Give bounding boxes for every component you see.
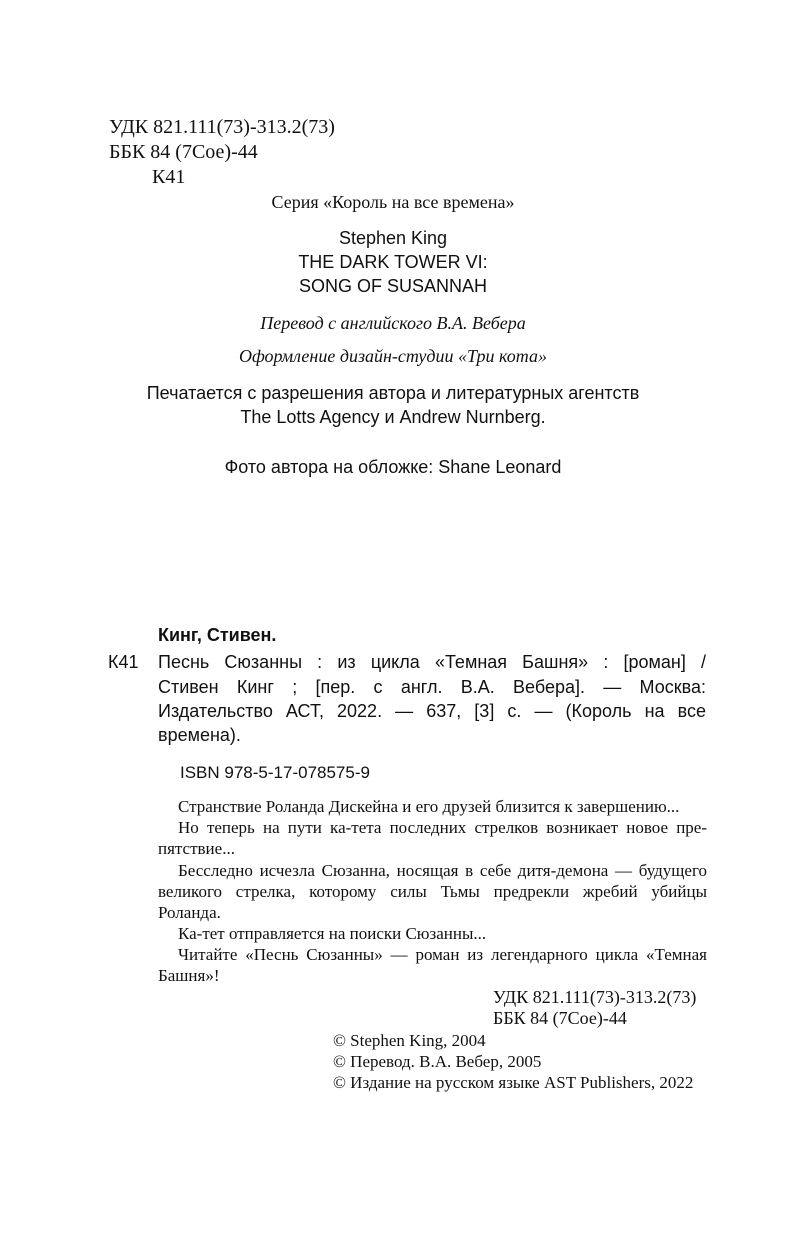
annotation-p4: Ка-тет отправляется на поиски Сюзанны... [178, 924, 487, 943]
catalog-mark: К41 [108, 652, 139, 672]
catalog-heading: Кинг, Стивен. [158, 625, 277, 645]
udk-code-top: УДК 821.111(73)-313.2(73) [109, 116, 335, 138]
permission-line2: The Lotts Agency и Andrew Nurnberg. [240, 407, 546, 427]
original-title-line2: SONG OF SUSANNAH [298, 276, 488, 296]
series-line: Серия «Король на все времена» [271, 192, 515, 212]
catalog-line3: Издательство АСТ, 2022. — 637, [3] с. — (Король на все [158, 701, 706, 721]
annotation-p3-line3: Роланда. [158, 903, 221, 922]
udk-code-bottom: УДК 821.111(73)-313.2(73) [493, 987, 697, 1007]
annotation-p5-line2: Башня»! [158, 966, 220, 985]
catalog-line2: Стивен Кинг ; [пер. с англ. В.А. Вебера]. — Москва: [158, 677, 706, 697]
copyright-edition: © Издание на русском языке AST Publishers, 2022 [333, 1073, 694, 1092]
annotation-p2-line2: пятствие... [158, 839, 235, 858]
isbn: ISBN 978-5-17-078575-9 [180, 763, 370, 782]
catalog-line1: Песнь Сюзанны : из цикла «Темная Башня» : [роман] / [158, 652, 706, 672]
author-mark-top: К41 [152, 166, 186, 188]
annotation-p3-line2: великого стрелка, которому силы Тьмы предрекли жребий убийцы [158, 882, 707, 901]
original-author: Stephen King [338, 228, 448, 248]
original-title-line1: THE DARK TOWER VI: [298, 252, 488, 272]
annotation-p3-line1: Бесследно исчезла Сюзанна, носящая в себе дитя-демона — будущего [178, 861, 707, 880]
translation-credit: Перевод с английского В.А. Вебера [260, 313, 526, 333]
photo-credit: Фото автора на обложке: Shane Leonard [224, 457, 562, 477]
copyright-author: © Stephen King, 2004 [333, 1031, 486, 1050]
bbk-code-top: ББК 84 (7Сое)-44 [109, 141, 258, 163]
design-credit: Оформление дизайн-студии «Три кота» [239, 346, 547, 366]
annotation-p1: Странствие Роланда Дискейна и его друзей близится к завершению... [178, 797, 680, 816]
bbk-code-bottom: ББК 84 (7Сое)-44 [493, 1008, 627, 1028]
copyright-translation: © Перевод. В.А. Вебер, 2005 [333, 1052, 542, 1071]
catalog-line4: времена). [158, 725, 241, 745]
permission-line1: Печатается с разрешения автора и литературных агентств [146, 383, 640, 403]
annotation-p2-line1: Но теперь на пути ка-тета последних стрелков возникает новое пре- [178, 818, 707, 837]
annotation-p5-line1: Читайте «Песнь Сюзанны» — роман из легендарного цикла «Темная [178, 945, 707, 964]
